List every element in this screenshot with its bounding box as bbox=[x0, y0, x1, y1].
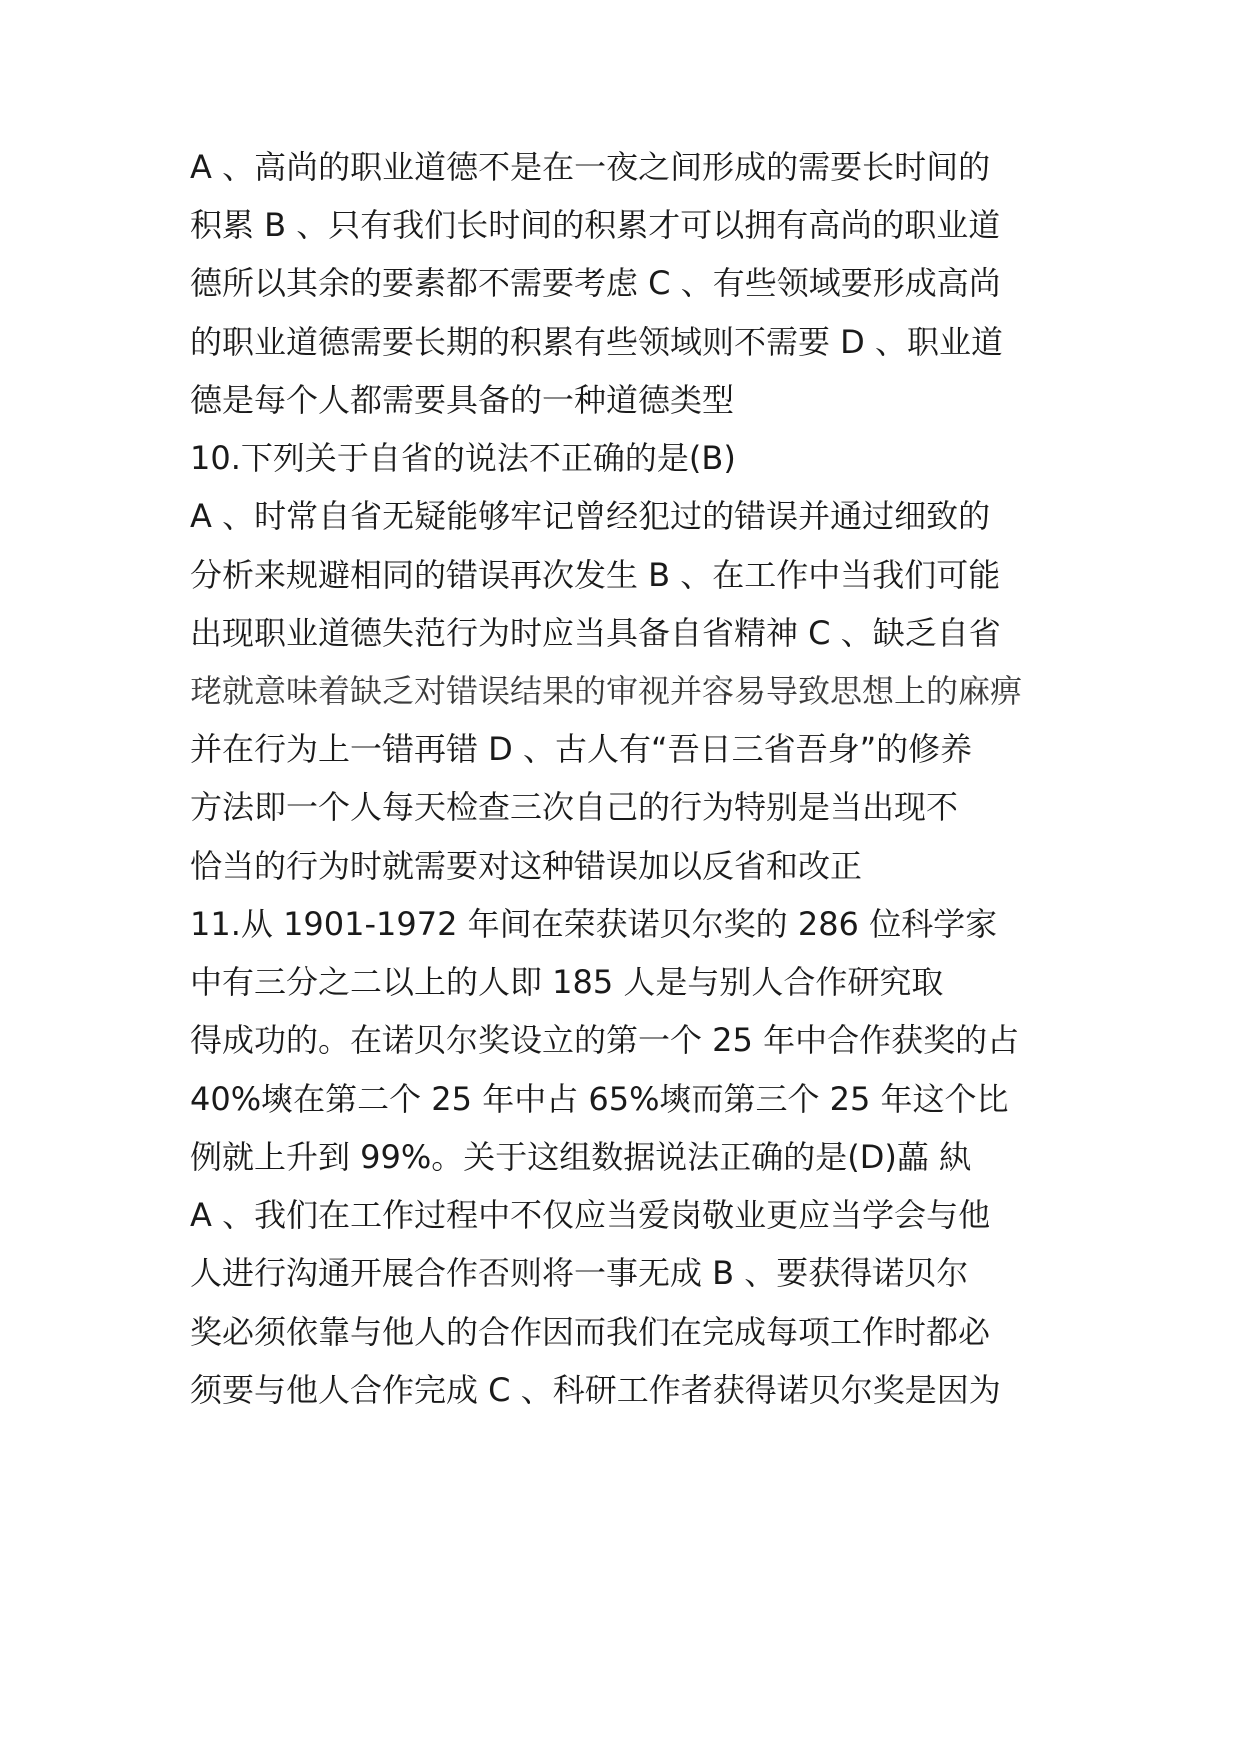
text-line: 并在行为上一错再错 D 、古人有“吾日三省吾身”的修养 bbox=[190, 730, 973, 768]
text-line: A 、时常自省无疑能够牢记曾经犯过的错误并通过细致的 bbox=[190, 497, 991, 535]
text-line: 奖必须依靠与他人的合作因而我们在完成每项工作时都必 bbox=[190, 1313, 991, 1351]
text-line: 分析来规避相同的错误再次发生 B 、在工作中当我们可能 bbox=[190, 556, 1001, 594]
text-line: 方法即一个人每天检查三次自己的行为特别是当出现不 bbox=[190, 788, 959, 826]
text-line: 德是每个人都需要具备的一种道德类型 bbox=[190, 381, 735, 419]
text-line: 得成功的。在诺贝尔奖设立的第一个 25 年中合作获奖的占 bbox=[190, 1021, 1020, 1059]
text-line: 恰当的行为时就需要对这种错误加以反省和改正 bbox=[190, 847, 863, 885]
text-line: 人进行沟通开展合作否则将一事无成 B 、要获得诺贝尔 bbox=[190, 1254, 969, 1292]
text-line: A 、高尚的职业道德不是在一夜之间形成的需要长时间的 bbox=[190, 148, 991, 186]
question-heading: 11.从 1901-1972 年间在荣获诺贝尔奖的 286 位科学家 bbox=[190, 905, 998, 943]
text-line: 中有三分之二以上的人即 185 人是与别人合作研究取 bbox=[190, 963, 944, 1001]
text-line: 积累 B 、只有我们长时间的积累才可以拥有高尚的职业道 bbox=[190, 206, 1001, 244]
text-line: 的职业道德需要长期的积累有些领域则不需要 D 、职业道 bbox=[190, 323, 1003, 361]
question-heading: 10.下列关于自省的说法不正确的是(B) bbox=[190, 439, 736, 477]
text-line: 40%塽在第二个 25 年中占 65%塽而第三个 25 年这个比 bbox=[190, 1080, 1009, 1118]
text-line: A 、我们在工作过程中不仅应当爱岗敬业更应当学会与他 bbox=[190, 1196, 991, 1234]
text-line: 须要与他人合作完成 C 、科研工作者获得诺贝尔奖是因为 bbox=[190, 1371, 1001, 1409]
text-line: 出现职业道德失范行为时应当具备自省精神 C 、缺乏自省 bbox=[190, 614, 1001, 652]
text-line: 例就上升到 99%。关于这组数据说法正确的是(D)藟 紈 bbox=[190, 1138, 972, 1176]
text-line: 德所以其余的要素都不需要考虑 C 、有些领域要形成高尚 bbox=[190, 264, 1001, 302]
text-line: 珯就意味着缺乏对错误结果的审视并容易导致思想上的麻痹 bbox=[190, 672, 1023, 710]
